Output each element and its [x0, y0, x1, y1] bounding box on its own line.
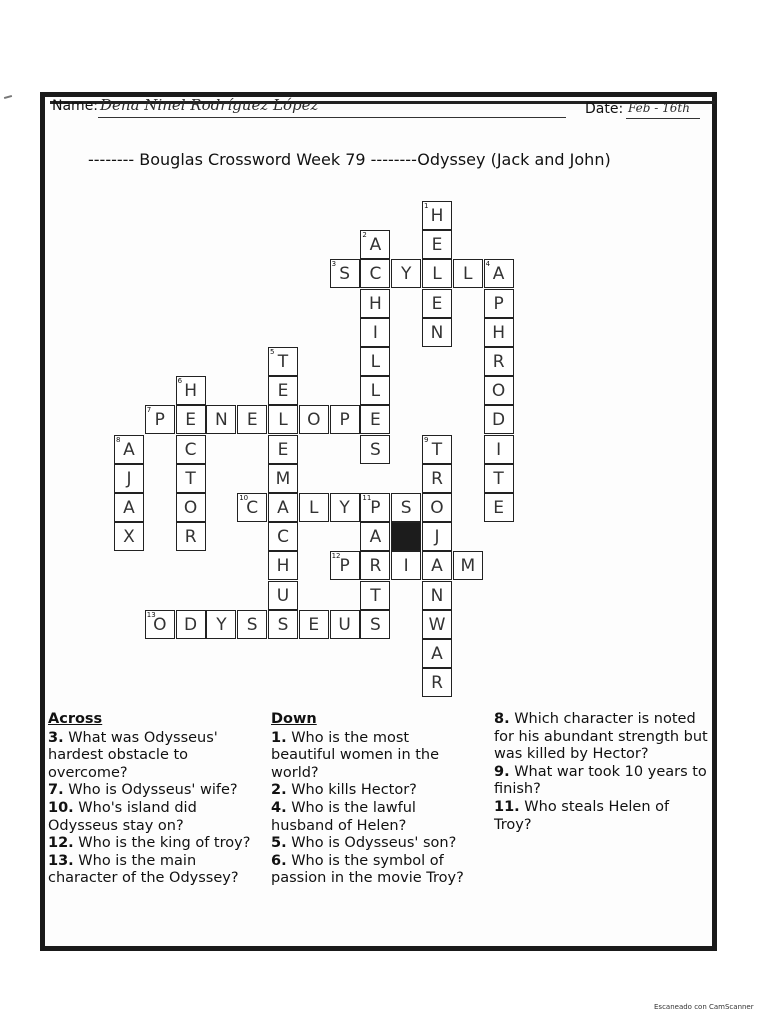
grid-cell[interactable]	[268, 464, 298, 493]
grid-cell[interactable]	[299, 405, 329, 434]
down-heading: Down	[271, 711, 317, 727]
clue-number: 6	[177, 377, 183, 386]
cell-letter: E	[277, 381, 289, 402]
grid-cell[interactable]	[422, 259, 452, 288]
grid-cell[interactable]	[360, 581, 390, 610]
grid-cell[interactable]	[330, 493, 360, 522]
clue-item	[494, 799, 710, 834]
cell-letter: R	[184, 527, 197, 548]
cell-letter: A	[431, 556, 443, 577]
clue-num: 3.	[48, 729, 64, 746]
grid-cell[interactable]	[484, 376, 514, 405]
grid-cell[interactable]	[268, 551, 298, 580]
grid-cell[interactable]	[453, 259, 483, 288]
clue-item	[48, 730, 266, 783]
across-heading: Across	[48, 711, 103, 727]
grid-cell[interactable]	[484, 493, 514, 522]
grid-cell[interactable]	[268, 405, 298, 434]
cell-letter: E	[370, 410, 381, 431]
clue-num: 11.	[494, 798, 520, 815]
cell-letter: T	[185, 468, 196, 489]
clue-text: Who is the most beautiful women in the world?	[271, 729, 440, 781]
grid-cell[interactable]	[206, 610, 236, 639]
clue-number: 10	[239, 494, 249, 502]
clue-num: 7.	[48, 782, 64, 799]
cell-letter: I	[372, 322, 378, 343]
clue-num: 13.	[48, 852, 74, 869]
cell-letter: O	[153, 614, 167, 635]
grid-cell[interactable]	[360, 289, 390, 318]
cell-letter: E	[308, 614, 320, 635]
grid-cell[interactable]	[360, 259, 390, 288]
grid-cell[interactable]	[176, 610, 206, 639]
cell-letter: L	[370, 352, 381, 372]
clue-text: What war took 10 years to finish?	[494, 763, 707, 798]
cell-letter: P	[493, 293, 504, 314]
grid-cell[interactable]	[268, 522, 298, 551]
grid-cell[interactable]	[360, 318, 390, 347]
grid-cell[interactable]	[360, 376, 390, 405]
grid-cell[interactable]	[176, 376, 206, 405]
grid-cell[interactable]	[268, 581, 298, 610]
grid-cell[interactable]	[422, 581, 452, 610]
clue-num: 5.	[271, 835, 287, 852]
grid-cell[interactable]	[422, 230, 452, 259]
cell-letter: E	[431, 235, 443, 256]
grid-cell[interactable]	[422, 639, 452, 668]
clue-number: 9	[424, 435, 429, 444]
cell-letter: L	[463, 264, 473, 285]
cell-letter: N	[215, 410, 228, 431]
grid-cell[interactable]	[453, 551, 483, 580]
cell-letter: S	[339, 264, 350, 285]
grid-cell[interactable]	[422, 464, 452, 493]
cell-letter: C	[184, 439, 197, 460]
cell-letter: T	[277, 352, 289, 372]
clue-number: 8	[116, 435, 121, 444]
down-clue-list-continued	[494, 711, 710, 834]
grid-cell[interactable]	[484, 405, 514, 434]
cell-letter: I	[496, 439, 502, 460]
cell-letter: H	[492, 322, 505, 343]
grid-cell[interactable]	[114, 435, 144, 464]
grid-cell[interactable]	[422, 610, 452, 639]
cell-letter: C	[277, 527, 289, 548]
clue-num: 8.	[494, 711, 510, 727]
grid-cell[interactable]	[391, 493, 421, 522]
clue-text: Who is the king of troy?	[73, 835, 251, 852]
cell-letter: X	[123, 527, 135, 548]
grid-cell[interactable]	[422, 668, 452, 697]
cell-letter: E	[277, 439, 289, 460]
cell-letter: N	[430, 322, 444, 343]
cell-letter: O	[307, 410, 321, 431]
cell-letter: E	[246, 410, 258, 431]
cell-letter: A	[123, 498, 135, 518]
clue-number: 2	[362, 231, 367, 240]
grid-cell[interactable]	[484, 318, 514, 347]
grid-cell[interactable]	[422, 551, 452, 580]
grid-cell[interactable]	[360, 435, 390, 464]
cell-letter: A	[277, 498, 289, 518]
cell-letter: I	[403, 556, 409, 577]
cell-letter: C	[246, 498, 259, 518]
cell-letter: U	[338, 614, 351, 635]
grid-cell[interactable]	[268, 435, 298, 464]
cell-letter: S	[246, 614, 258, 635]
cell-letter: A	[369, 235, 382, 256]
clue-num: 6.	[271, 852, 287, 869]
name-label: Name:	[52, 98, 99, 114]
clue-number: 7	[146, 406, 152, 415]
worksheet-title: -------- Bouglas Crossword Week 79 --------Odyssey (Jack and John)	[88, 150, 611, 169]
clue-item	[494, 764, 710, 799]
grid-cell[interactable]	[484, 347, 514, 376]
cell-letter: J	[126, 468, 132, 489]
clue-number: 11	[362, 494, 372, 502]
clue-num: 12.	[48, 835, 74, 852]
cell-letter: S	[277, 614, 289, 635]
clue-num: 4.	[271, 799, 287, 816]
grid-cell[interactable]	[360, 347, 390, 376]
grid-cell[interactable]	[360, 493, 390, 522]
clue-num: 9.	[494, 763, 510, 780]
grid-cell[interactable]	[114, 464, 144, 493]
clue-text: What was Odysseus' hardest obstacle to overcome?	[48, 729, 218, 781]
grid-cell[interactable]	[176, 464, 206, 493]
cell-letter: R	[369, 556, 382, 577]
cell-letter: L	[309, 498, 319, 518]
grid-cell[interactable]	[299, 493, 329, 522]
cell-letter: W	[428, 614, 446, 635]
grid-cell[interactable]	[237, 493, 267, 522]
grid-cell[interactable]	[206, 405, 236, 434]
clue-item	[48, 782, 266, 800]
down-clues	[271, 711, 471, 888]
cell-letter: P	[339, 410, 350, 431]
clue-item	[494, 711, 710, 764]
cell-letter: A	[369, 527, 382, 548]
grid-cell[interactable]	[145, 405, 175, 434]
grid-cell[interactable]	[360, 230, 390, 259]
grid-cell[interactable]	[299, 610, 329, 639]
cell-letter: A	[492, 264, 505, 285]
cell-letter: L	[370, 381, 381, 402]
grid-cell[interactable]	[422, 289, 452, 318]
cell-letter: Y	[339, 498, 350, 518]
grid-cell[interactable]	[145, 610, 175, 639]
grid-cell[interactable]	[237, 405, 267, 434]
date-value: Feb - 16th	[628, 101, 690, 115]
clue-item	[271, 800, 471, 835]
clue-item	[48, 800, 266, 835]
cell-letter: D	[184, 614, 198, 635]
grid-cell[interactable]	[422, 435, 452, 464]
grid-cell[interactable]	[176, 405, 206, 434]
cell-letter: P	[339, 556, 350, 577]
cell-letter: A	[123, 439, 135, 460]
down-clues-continued	[494, 711, 710, 834]
clue-number: 5	[270, 348, 275, 356]
clue-number: 4	[485, 260, 491, 269]
cell-letter: H	[430, 206, 444, 226]
grid-cell[interactable]	[422, 493, 452, 522]
clue-item	[48, 835, 266, 853]
cell-letter: H	[184, 381, 197, 402]
grid-cell[interactable]	[268, 347, 298, 376]
grid-cell[interactable]	[330, 259, 360, 288]
cell-letter: R	[492, 352, 505, 372]
grid-cell[interactable]	[484, 289, 514, 318]
cell-letter: E	[185, 410, 196, 431]
cell-letter: E	[431, 293, 443, 314]
clue-text: Which character is noted for his abundant strength but was killed by Hector?	[494, 711, 708, 763]
clue-number: 1	[424, 202, 429, 210]
clue-number: 13	[146, 610, 156, 619]
grid-cell[interactable]	[268, 493, 298, 522]
date-label: Date:	[585, 101, 624, 117]
clue-number: 12	[331, 552, 341, 561]
clue-item	[271, 730, 471, 783]
cell-letter: D	[492, 410, 506, 431]
grid-cell[interactable]	[330, 610, 360, 639]
grid-cell[interactable]	[484, 259, 514, 288]
cell-letter: S	[400, 498, 412, 518]
grid-cell[interactable]	[360, 551, 390, 580]
cell-letter: S	[369, 439, 381, 460]
grid-cell[interactable]	[391, 259, 421, 288]
cell-letter: P	[154, 410, 165, 431]
cell-letter: S	[369, 614, 381, 635]
clue-item	[271, 835, 471, 853]
grid-cell[interactable]	[360, 610, 390, 639]
cell-letter: N	[430, 585, 444, 606]
grid-cell[interactable]	[391, 551, 421, 580]
cell-letter: H	[276, 556, 290, 577]
grid-cell[interactable]	[114, 493, 144, 522]
cell-letter: U	[276, 585, 290, 606]
cell-letter: O	[430, 498, 444, 518]
grid-cell[interactable]	[268, 376, 298, 405]
grid-cell-black	[391, 522, 421, 551]
grid-cell[interactable]	[237, 610, 267, 639]
clue-item	[271, 782, 471, 800]
grid-cell[interactable]	[422, 522, 452, 551]
across-clue-list	[48, 730, 266, 888]
grid-cell[interactable]	[330, 405, 360, 434]
grid-cell[interactable]	[422, 201, 452, 230]
clue-text: Who's island did Odysseus stay on?	[48, 799, 197, 834]
cell-letter: O	[183, 498, 198, 518]
clue-item	[271, 853, 471, 888]
clue-num: 10.	[48, 799, 74, 816]
name-value: Dena Ninel Rodríguez López	[100, 96, 319, 114]
cell-letter: H	[368, 293, 382, 314]
clue-text: Who is the lawful husband of Helen?	[271, 799, 416, 834]
cell-letter: R	[431, 673, 443, 694]
cell-letter: T	[493, 468, 504, 489]
clue-text: Who kills Hector?	[286, 782, 417, 799]
cell-letter: E	[493, 498, 504, 518]
cell-letter: C	[369, 264, 382, 285]
grid-cell[interactable]	[268, 610, 298, 639]
clue-text: Who is the symbol of passion in the movie Troy?	[271, 852, 464, 887]
clue-text: Who is the main character of the Odyssey?	[48, 852, 239, 887]
cell-letter: J	[434, 527, 440, 548]
clue-number: 3	[331, 260, 337, 269]
grid-cell[interactable]	[176, 522, 206, 551]
down-clue-list	[271, 730, 471, 888]
cell-letter: P	[370, 498, 381, 518]
clue-num: 1.	[271, 729, 287, 746]
cell-letter: M	[275, 468, 291, 489]
grid-cell[interactable]	[330, 551, 360, 580]
grid-cell[interactable]	[484, 464, 514, 493]
grid-cell[interactable]	[484, 435, 514, 464]
across-clues	[48, 711, 266, 888]
clue-item	[48, 853, 266, 888]
cell-letter: L	[278, 410, 288, 431]
cell-letter: M	[460, 556, 476, 577]
cell-letter: T	[431, 439, 443, 460]
clue-text: Who is Odysseus' son?	[286, 835, 457, 852]
cell-letter: A	[431, 644, 443, 664]
scanner-footer: Escaneado con CamScanner	[654, 1003, 754, 1011]
cell-letter: Y	[400, 264, 412, 285]
grid-cell[interactable]	[360, 522, 390, 551]
cell-letter: L	[432, 264, 442, 285]
cell-letter: Y	[216, 614, 227, 635]
clue-num: 2.	[271, 782, 287, 799]
cell-letter: R	[431, 468, 443, 489]
clue-text: Who is Odysseus' wife?	[63, 782, 238, 799]
grid-cell[interactable]	[176, 493, 206, 522]
grid-cell[interactable]	[360, 405, 390, 434]
clue-text: Who steals Helen of Troy?	[494, 798, 670, 833]
grid-cell[interactable]	[422, 318, 452, 347]
cell-letter: T	[370, 585, 381, 606]
cell-letter: O	[491, 381, 506, 402]
grid-cell[interactable]	[114, 522, 144, 551]
grid-cell[interactable]	[176, 435, 206, 464]
